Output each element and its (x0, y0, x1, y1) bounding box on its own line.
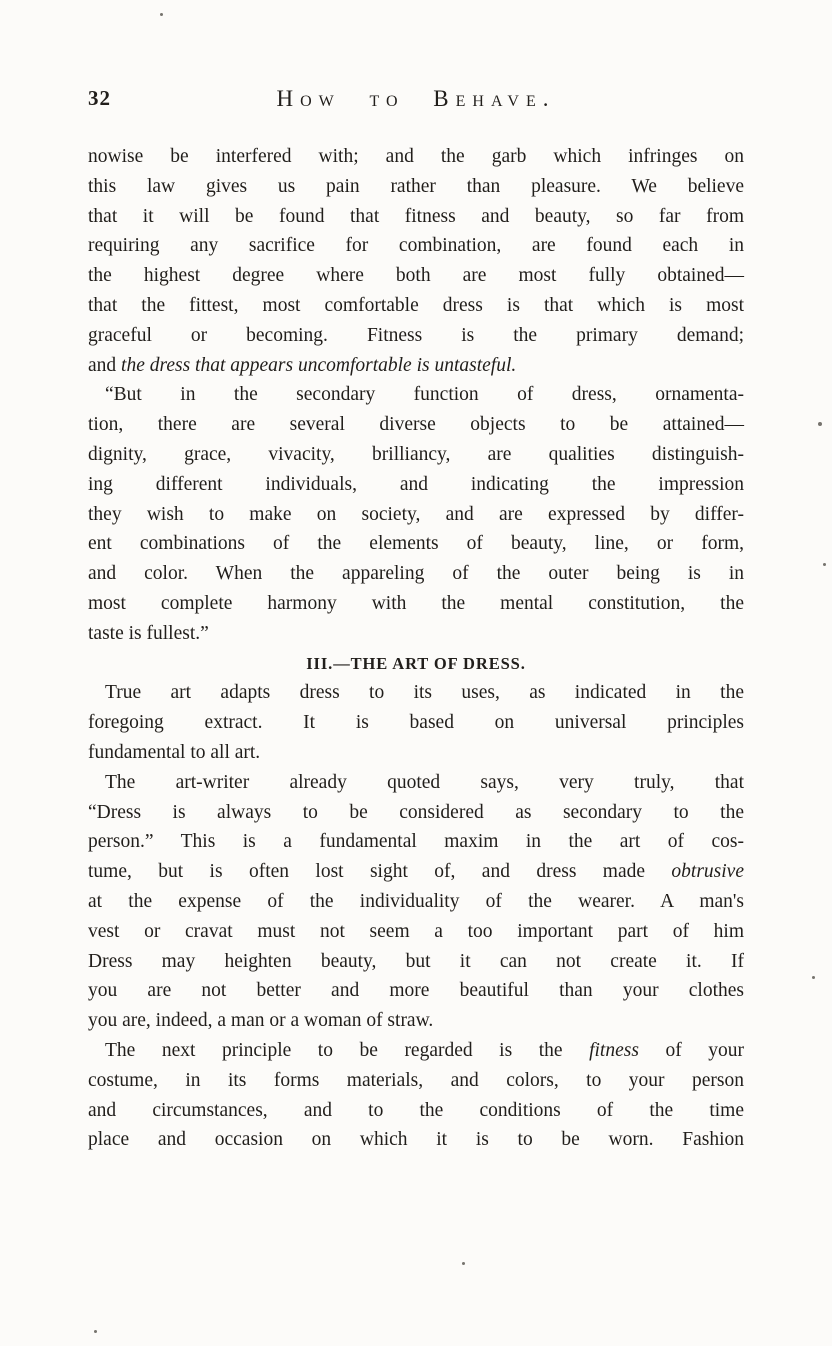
text-line (88, 1006, 744, 1036)
text-run: taste is fullest.” (88, 622, 209, 644)
text-line (88, 500, 744, 530)
text-run: that it will be found that fitness and beauty, so far from (88, 205, 744, 227)
text-line (88, 351, 744, 381)
text-line (88, 798, 744, 828)
text-line (88, 291, 744, 321)
text-line (88, 529, 744, 559)
text-run: and color. When the appareling of the outer being is in (88, 563, 744, 585)
text-line (88, 440, 744, 470)
text-line (88, 619, 744, 649)
text-run: tume, but is often lost sight of, and dress made (88, 861, 672, 883)
scan-speck (94, 1330, 97, 1333)
text-line (88, 172, 744, 202)
text-line (88, 738, 744, 768)
text-line (88, 1036, 744, 1066)
text-run: “Dress is always to be considered as secondary to the (88, 801, 744, 823)
text-run: The next principle to be regarded is the (105, 1039, 590, 1061)
text-line (88, 470, 744, 500)
running-title: How to Behave. (276, 86, 556, 111)
text-run: True art adapts dress to its uses, as indicated in the (105, 682, 744, 704)
text-run: The art-writer already quoted says, very truly, that (105, 771, 744, 793)
text-run: graceful or becoming. Fitness is the primary demand; (88, 324, 744, 346)
text-line (88, 887, 744, 917)
text-line (88, 261, 744, 291)
text-line (88, 947, 744, 977)
page-header (88, 86, 744, 112)
text-run: most complete harmony with the mental constitution, the (88, 592, 744, 614)
scan-speck (160, 13, 163, 16)
text-run: and (88, 354, 122, 376)
text-run: you are not better and more beautiful than your clothes (88, 980, 744, 1002)
text-line (88, 976, 744, 1006)
text-line (88, 678, 744, 708)
text-line (88, 142, 744, 172)
scan-speck (812, 976, 815, 979)
text-run: of your (638, 1039, 744, 1061)
text-run: this law gives us pain rather than pleasure. We believe (88, 175, 744, 197)
text-line (88, 1125, 744, 1155)
text-line (88, 1066, 744, 1096)
text-line (88, 917, 744, 947)
scan-speck (823, 563, 826, 566)
text-run: the highest degree where both are most fully obtained— (88, 265, 744, 287)
text-run: requiring any sacrifice for combination, are found each in (88, 235, 744, 257)
text-run: that the fittest, most comfortable dress is that which is most (88, 294, 744, 316)
section-heading: III.—THE ART OF DRESS. (306, 653, 526, 673)
text-run: person.” This is a fundamental maxim in the art of cos- (88, 831, 744, 853)
text-line (88, 321, 744, 351)
text-line (88, 559, 744, 589)
text-run: dignity, grace, vivacity, brilliancy, are qualities distinguish- (88, 443, 744, 465)
text-line (88, 380, 744, 410)
text-run: vest or cravat must not seem a too important part of him (88, 920, 744, 942)
text-line (88, 589, 744, 619)
text-line (88, 202, 744, 232)
book-page (88, 86, 744, 1155)
text-run: at the expense of the individuality of the wearer. A man's (88, 890, 744, 912)
text-run: tion, there are several diverse objects to be attained— (88, 414, 744, 436)
italic-text-run: obtrusive (671, 861, 744, 883)
text-run: you are, indeed, a man or a woman of straw. (88, 1010, 434, 1032)
text-run: and circumstances, and to the conditions of the time (88, 1099, 744, 1121)
italic-text-run: fitness (589, 1039, 639, 1061)
text-line (88, 708, 744, 738)
text-line (88, 231, 744, 261)
text-run: place and occasion on which it is to be worn. Fashion (88, 1129, 744, 1151)
text-line (88, 768, 744, 798)
text-block-before-heading (88, 142, 744, 649)
scan-speck (818, 422, 822, 426)
text-run: “But in the secondary function of dress, ornamenta- (105, 384, 744, 406)
body-text (88, 142, 744, 1155)
text-run: fundamental to all art. (88, 741, 261, 763)
text-line (88, 1096, 744, 1126)
text-line (88, 410, 744, 440)
text-line (88, 827, 744, 857)
text-run: Dress may heighten beauty, but it can not create it. If (88, 950, 744, 972)
text-run: they wish to make on society, and are expressed by differ- (88, 503, 744, 525)
text-run: ing different individuals, and indicating the impression (88, 473, 744, 495)
page-number: 32 (88, 86, 111, 110)
text-run: foregoing extract. It is based on universal principles (88, 712, 744, 734)
text-run: nowise be interfered with; and the garb which infringes on (88, 146, 744, 167)
text-block-after-heading (88, 678, 744, 1155)
text-run: ent combinations of the elements of beauty, line, or form, (88, 533, 744, 555)
text-run: costume, in its forms materials, and colors, to your person (88, 1069, 744, 1091)
scan-speck (462, 1262, 465, 1265)
italic-text-run: the dress that appears uncomfortable is untasteful. (121, 354, 517, 376)
text-line (88, 857, 744, 887)
